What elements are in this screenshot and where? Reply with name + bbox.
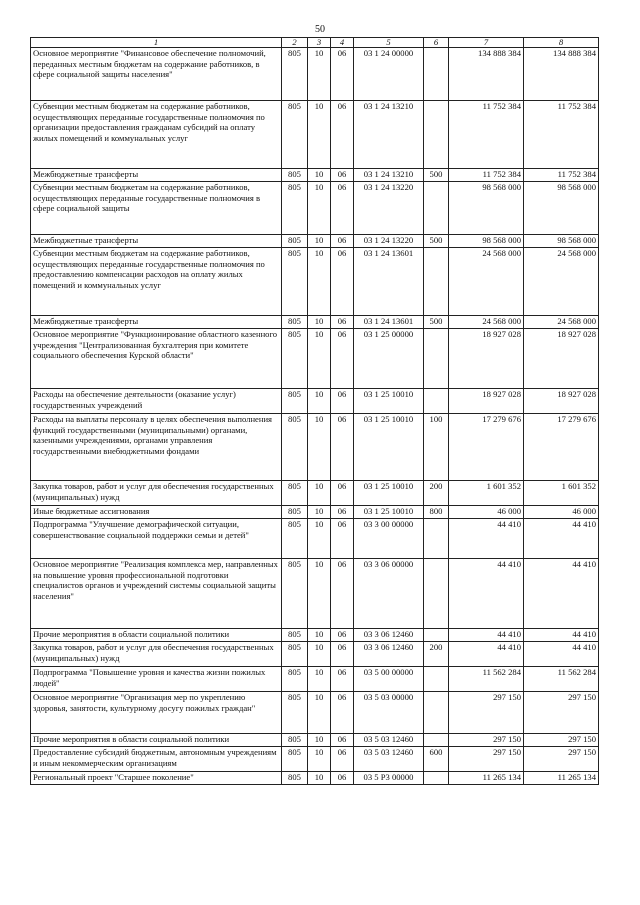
amount-year-1: 46 000	[449, 506, 524, 519]
expense-type-code	[424, 692, 449, 734]
expense-type-code: 200	[424, 481, 449, 506]
subsection-code: 06	[331, 734, 354, 747]
item-name: Основное мероприятие "Реализация комплекса мер, направленных на повышение уровня профессиональной подготовки специалистов органов и учреждений системы социальной защиты населения"	[31, 559, 282, 629]
target-article-code: 03 1 24 13220	[354, 182, 424, 235]
section-code: 10	[308, 692, 331, 734]
subsection-code: 06	[331, 389, 354, 414]
amount-year-1: 44 410	[449, 629, 524, 642]
amount-year-1: 18 927 028	[449, 389, 524, 414]
amount-year-1: 297 150	[449, 692, 524, 734]
target-article-code: 03 5 03 12460	[354, 734, 424, 747]
expense-type-code	[424, 734, 449, 747]
subsection-code: 06	[331, 692, 354, 734]
subsection-code: 06	[331, 182, 354, 235]
item-name: Предоставление субсидий бюджетным, автономным учреждениям и иным некоммерческим организациям	[31, 747, 282, 772]
amount-year-1: 44 410	[449, 519, 524, 559]
table-row	[31, 248, 599, 316]
table-row	[31, 182, 599, 235]
page-number: 50	[315, 24, 325, 35]
item-name: Прочие мероприятия в области социальной политики	[31, 734, 282, 747]
expense-type-code: 500	[424, 316, 449, 329]
expense-type-code	[424, 772, 449, 785]
amount-year-2: 297 150	[524, 734, 599, 747]
item-name: Закупка товаров, работ и услуг для обеспечения государственных (муниципальных) нужд	[31, 642, 282, 667]
grbs-code: 805	[282, 734, 308, 747]
amount-year-2: 1 601 352	[524, 481, 599, 506]
grbs-code: 805	[282, 316, 308, 329]
expense-type-code	[424, 101, 449, 169]
grbs-code: 805	[282, 248, 308, 316]
grbs-code: 805	[282, 235, 308, 248]
column-number: 2	[282, 38, 308, 48]
item-name: Подпрограмма "Повышение уровня и качества жизни пожилых людей"	[31, 667, 282, 692]
table-row	[31, 629, 599, 642]
expense-type-code	[424, 48, 449, 101]
amount-year-1: 18 927 028	[449, 329, 524, 389]
section-code: 10	[308, 747, 331, 772]
grbs-code: 805	[282, 667, 308, 692]
subsection-code: 06	[331, 316, 354, 329]
table-row	[31, 481, 599, 506]
section-code: 10	[308, 101, 331, 169]
amount-year-1: 134 888 384	[449, 48, 524, 101]
item-name: Межбюджетные трансферты	[31, 316, 282, 329]
column-number: 4	[331, 38, 354, 48]
amount-year-1: 24 568 000	[449, 248, 524, 316]
table-row	[31, 169, 599, 182]
table-row	[31, 692, 599, 734]
grbs-code: 805	[282, 329, 308, 389]
section-code: 10	[308, 506, 331, 519]
table-row	[31, 316, 599, 329]
expense-type-code	[424, 248, 449, 316]
subsection-code: 06	[331, 169, 354, 182]
section-code: 10	[308, 559, 331, 629]
item-name: Закупка товаров, работ и услуг для обеспечения государственных (муниципальных) нужд	[31, 481, 282, 506]
expense-type-code: 800	[424, 506, 449, 519]
item-name: Субвенции местным бюджетам на содержание работников, осуществляющих переданные государственные полномочия по предоставлению компенсации расходов на оплату жилых помещений и коммунальных услуг	[31, 248, 282, 316]
target-article-code: 03 1 25 10010	[354, 389, 424, 414]
subsection-code: 06	[331, 642, 354, 667]
expense-type-code	[424, 519, 449, 559]
section-code: 10	[308, 48, 331, 101]
subsection-code: 06	[331, 559, 354, 629]
section-code: 10	[308, 248, 331, 316]
subsection-code: 06	[331, 772, 354, 785]
grbs-code: 805	[282, 692, 308, 734]
grbs-code: 805	[282, 481, 308, 506]
subsection-code: 06	[331, 48, 354, 101]
target-article-code: 03 1 24 13220	[354, 235, 424, 248]
section-code: 10	[308, 667, 331, 692]
grbs-code: 805	[282, 519, 308, 559]
item-name: Основное мероприятие "Функционирование областного казенного учреждения "Централизованная бухгалтерия при комитете социального обеспечения Курской области"	[31, 329, 282, 389]
grbs-code: 805	[282, 772, 308, 785]
expense-type-code: 500	[424, 169, 449, 182]
amount-year-2: 17 279 676	[524, 414, 599, 481]
subsection-code: 06	[331, 329, 354, 389]
item-name: Расходы на выплаты персоналу в целях обеспечения выполнения функций государственными (муниципальными) органами, казенными учреждениями, органами управления государственными внебюджетными фондами	[31, 414, 282, 481]
target-article-code: 03 3 00 00000	[354, 519, 424, 559]
target-article-code: 03 3 06 00000	[354, 559, 424, 629]
grbs-code: 805	[282, 506, 308, 519]
table-row	[31, 389, 599, 414]
column-number: 6	[424, 38, 449, 48]
table-row	[31, 642, 599, 667]
amount-year-2: 11 265 134	[524, 772, 599, 785]
item-name: Субвенции местным бюджетам на содержание работников, осуществляющих переданные государственные полномочия в сфере социальной защиты	[31, 182, 282, 235]
item-name: Межбюджетные трансферты	[31, 169, 282, 182]
target-article-code: 03 1 24 13601	[354, 248, 424, 316]
section-code: 10	[308, 329, 331, 389]
item-name: Субвенции местным бюджетам на содержание работников, осуществляющих переданные государственные полномочия по организации предоставления гражданам субсидий на оплату жилых помещений и коммунальных услуг	[31, 101, 282, 169]
item-name: Основное мероприятие "Финансовое обеспечение полномочий, переданных местным бюджетам на содержание работников, в сфере социальной защиты населения"	[31, 48, 282, 101]
amount-year-2: 98 568 000	[524, 182, 599, 235]
amount-year-2: 44 410	[524, 642, 599, 667]
table-row	[31, 48, 599, 101]
column-number-row	[31, 38, 599, 48]
subsection-code: 06	[331, 519, 354, 559]
target-article-code: 03 5 00 00000	[354, 667, 424, 692]
amount-year-1: 44 410	[449, 559, 524, 629]
subsection-code: 06	[331, 414, 354, 481]
grbs-code: 805	[282, 182, 308, 235]
section-code: 10	[308, 169, 331, 182]
amount-year-1: 24 568 000	[449, 316, 524, 329]
amount-year-1: 297 150	[449, 734, 524, 747]
expense-type-code	[424, 182, 449, 235]
expense-type-code	[424, 329, 449, 389]
subsection-code: 06	[331, 101, 354, 169]
column-number: 5	[354, 38, 424, 48]
section-code: 10	[308, 414, 331, 481]
expense-type-code: 200	[424, 642, 449, 667]
item-name: Иные бюджетные ассигнования	[31, 506, 282, 519]
item-name: Основное мероприятие "Организация мер по укреплению здоровья, занятости, культурному досугу пожилых граждан"	[31, 692, 282, 734]
section-code: 10	[308, 519, 331, 559]
expense-type-code	[424, 559, 449, 629]
amount-year-1: 297 150	[449, 747, 524, 772]
expense-type-code	[424, 389, 449, 414]
section-code: 10	[308, 481, 331, 506]
grbs-code: 805	[282, 629, 308, 642]
amount-year-1: 17 279 676	[449, 414, 524, 481]
target-article-code: 03 1 24 00000	[354, 48, 424, 101]
table-row	[31, 329, 599, 389]
table-row	[31, 559, 599, 629]
subsection-code: 06	[331, 248, 354, 316]
target-article-code: 03 1 25 10010	[354, 481, 424, 506]
column-number: 1	[31, 38, 282, 48]
amount-year-2: 44 410	[524, 629, 599, 642]
target-article-code: 03 5 03 00000	[354, 692, 424, 734]
budget-table	[30, 37, 599, 785]
item-name: Региональный проект "Старшее поколение"	[31, 772, 282, 785]
table-row	[31, 519, 599, 559]
target-article-code: 03 3 06 12460	[354, 642, 424, 667]
table-row	[31, 235, 599, 248]
target-article-code: 03 1 25 00000	[354, 329, 424, 389]
target-article-code: 03 1 25 10010	[354, 506, 424, 519]
amount-year-2: 44 410	[524, 519, 599, 559]
item-name: Межбюджетные трансферты	[31, 235, 282, 248]
subsection-code: 06	[331, 629, 354, 642]
subsection-code: 06	[331, 235, 354, 248]
table-row	[31, 101, 599, 169]
amount-year-2: 11 562 284	[524, 667, 599, 692]
amount-year-1: 44 410	[449, 642, 524, 667]
target-article-code: 03 1 24 13601	[354, 316, 424, 329]
amount-year-2: 18 927 028	[524, 389, 599, 414]
expense-type-code: 100	[424, 414, 449, 481]
section-code: 10	[308, 629, 331, 642]
column-number: 8	[524, 38, 599, 48]
amount-year-1: 11 752 384	[449, 101, 524, 169]
grbs-code: 805	[282, 559, 308, 629]
grbs-code: 805	[282, 101, 308, 169]
amount-year-2: 44 410	[524, 559, 599, 629]
target-article-code: 03 5 03 12460	[354, 747, 424, 772]
section-code: 10	[308, 316, 331, 329]
amount-year-1: 98 568 000	[449, 235, 524, 248]
target-article-code: 03 1 24 13210	[354, 101, 424, 169]
section-code: 10	[308, 235, 331, 248]
subsection-code: 06	[331, 481, 354, 506]
table-row	[31, 414, 599, 481]
expense-type-code: 600	[424, 747, 449, 772]
grbs-code: 805	[282, 169, 308, 182]
item-name: Прочие мероприятия в области социальной политики	[31, 629, 282, 642]
amount-year-1: 11 265 134	[449, 772, 524, 785]
grbs-code: 805	[282, 642, 308, 667]
item-name: Подпрограмма "Улучшение демографической ситуации, совершенствование социальной поддержки семьи и детей"	[31, 519, 282, 559]
amount-year-1: 98 568 000	[449, 182, 524, 235]
grbs-code: 805	[282, 48, 308, 101]
amount-year-1: 11 562 284	[449, 667, 524, 692]
target-article-code: 03 1 24 13210	[354, 169, 424, 182]
grbs-code: 805	[282, 414, 308, 481]
table-row	[31, 772, 599, 785]
amount-year-2: 297 150	[524, 747, 599, 772]
section-code: 10	[308, 182, 331, 235]
item-name: Расходы на обеспечение деятельности (оказание услуг) государственных учреждений	[31, 389, 282, 414]
amount-year-1: 1 601 352	[449, 481, 524, 506]
amount-year-2: 98 568 000	[524, 235, 599, 248]
table-row	[31, 747, 599, 772]
amount-year-2: 24 568 000	[524, 248, 599, 316]
amount-year-2: 134 888 384	[524, 48, 599, 101]
grbs-code: 805	[282, 389, 308, 414]
table-row	[31, 734, 599, 747]
section-code: 10	[308, 734, 331, 747]
section-code: 10	[308, 642, 331, 667]
grbs-code: 805	[282, 747, 308, 772]
section-code: 10	[308, 772, 331, 785]
expense-type-code: 500	[424, 235, 449, 248]
target-article-code: 03 5 P3 00000	[354, 772, 424, 785]
amount-year-2: 24 568 000	[524, 316, 599, 329]
amount-year-1: 11 752 384	[449, 169, 524, 182]
amount-year-2: 18 927 028	[524, 329, 599, 389]
amount-year-2: 11 752 384	[524, 101, 599, 169]
amount-year-2: 11 752 384	[524, 169, 599, 182]
amount-year-2: 297 150	[524, 692, 599, 734]
amount-year-2: 46 000	[524, 506, 599, 519]
target-article-code: 03 1 25 10010	[354, 414, 424, 481]
expense-type-code	[424, 667, 449, 692]
column-number: 7	[449, 38, 524, 48]
column-number: 3	[308, 38, 331, 48]
subsection-code: 06	[331, 747, 354, 772]
table-row	[31, 667, 599, 692]
subsection-code: 06	[331, 506, 354, 519]
table-row	[31, 506, 599, 519]
expense-type-code	[424, 629, 449, 642]
subsection-code: 06	[331, 667, 354, 692]
target-article-code: 03 3 06 12460	[354, 629, 424, 642]
section-code: 10	[308, 389, 331, 414]
